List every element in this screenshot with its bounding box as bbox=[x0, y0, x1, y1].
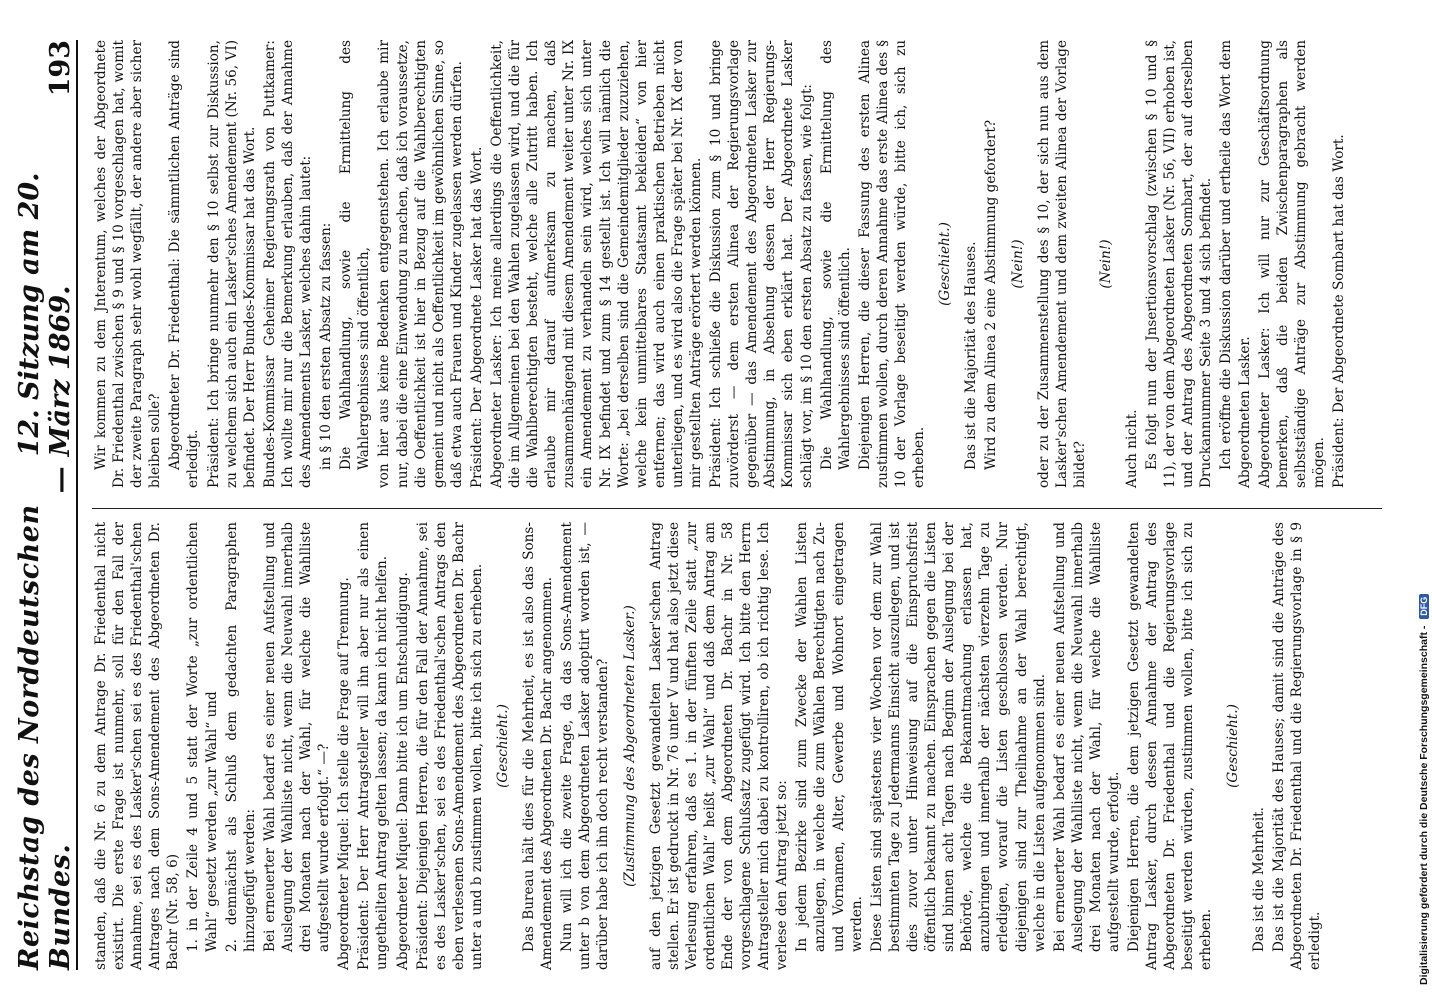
paragraph: 2. demnächst als Schluß dem gedachten Paragraphen hinzugefügt werden: bbox=[223, 522, 258, 952]
paragraph: Wird zu dem Alinea 2 eine Abstimmung gefordert? bbox=[983, 119, 1000, 470]
header-session: 12. Sitzung am 20. März 1869. bbox=[14, 172, 76, 457]
paragraph: Das ist die Majorität des Hauses. bbox=[963, 241, 980, 470]
paragraph: Wir kommen zu dem Jnterentum, welches der Abgeordnete Dr. Friedenthal zwischen § 9 und § 10 vorgeschlagen hat, womit der zweite Paragraph sehr wohl wegfällt, der andere aber sicher bleiben solle? bbox=[93, 40, 164, 488]
paragraph: Präsident: Ich schließe die Diskussion zum § 10 und bringe zuvörderst — dem ersten Alinea der Regierungsvorlage gegenüber — das Amendement des Abgeordneten Lasker zur Abstimmung, in Absehung dessen der Herr Regierungs-Kommissar sich eben erklärt hat. Der Abgeordnete Lasker schlägt vor, im § 10 den ersten Absatz zu fassen, wie folgt: bbox=[708, 40, 815, 488]
paragraph: Auch nicht. bbox=[1123, 409, 1140, 488]
paragraph: (Nein!) bbox=[1009, 239, 1026, 289]
column-divider bbox=[92, 508, 1382, 509]
digitization-credit bbox=[1418, 25, 1430, 985]
credit-text: Digitalisierung gefördert durch die Deutsche Forschungsgemeinschaft - bbox=[1418, 625, 1430, 985]
paragraph: Abgeordneter Miquel: Ich stelle die Frage auf Trennung. bbox=[336, 577, 353, 970]
paragraph: Diejenigen Herren, die dieser Fassung des ersten Alinea zustimmen wollen, durch deren Annahme das erste Alinea des § 10 der Vorlage beseitigt werden würde, bitte ich, sich zu erheben. bbox=[856, 40, 928, 488]
paragraph: Das ist die Majorität des Hauses; damit sind die Anträge des Abgeordneten Dr. Friedenthal und die Regierungsvorlage in § 9 erledigt. bbox=[1270, 522, 1323, 970]
paragraph: Bei erneuerter Wahl bedarf es einer neuen Aufstellung und Auslegung der Wahlliste nicht, wenn die Neuwahl innerhalb drei Monaten nach der Wahl, für welche die Wahlliste aufgestellt wurde, erfolgt. bbox=[1051, 522, 1122, 952]
page-content bbox=[2, 10, 1402, 1000]
paragraph: Die Wahlhandlung, sowie die Ermittelung des Wahlergebnisses sind öffentlich. bbox=[818, 40, 853, 470]
paragraph: (Geschieht.) bbox=[494, 704, 511, 788]
paragraph: Abgeordneter Lasker: Ich meine allerdings die Oeffentlichkeit, die im Allgemeinen bei den Wahlen zugelassen wird, und die für die Wahlberechtigten besteht, welche alle Zutritt haben. Ich erlaube mir darauf aufmerksam zu machen, daß zusammenhängend mit diesem Amendement weiter unter Nr. IX ein Amendement zu verhandeln sein wird, welches sich unter Nr. IX befindet und zum § 14 gestellt ist. Ich will nämlich die Worte: „bei derselben sind die Gemeindemitglieder zuzuziehen, welche kein unmittelbares Staatsamt bekleiden“ von hier entfernen; das wird auch einen praktischen Betrieben nicht unterliegen, und es wird also die Frage später bei Nr. IX der von mir gestellten Anträge erörtert werden können. bbox=[488, 40, 704, 488]
paragraph: Diejenigen Herren, die dem jetzigen Gesetzt gewandelten Antrag Lasker, durch dessen Annahme der Antrag des Abgeordneten Dr. Friedenthal und die Regierungsvorlage beseitigt werden würden, zustimmen wollen, bitte ich sich zu erheben. bbox=[1126, 522, 1215, 970]
paragraph: oder zu der Zusammenstellung des § 10, der sich nun aus dem Lasker'schen Amendement und dem zweiten Alinea der Vorlage bildet? bbox=[1035, 40, 1088, 488]
rotated-page bbox=[2, 10, 1402, 1000]
paragraph: (Geschieht.) bbox=[1224, 704, 1241, 788]
paragraph: Nun will ich die zweite Frage, da das Sons-Amendement unter b von dem Abgeordneten Lasker adoptirt worden ist, — darüber habe ich ihn doch recht verstanden? bbox=[559, 522, 612, 970]
paragraph: (Zustimmung des Abgeordneten Lasker.) bbox=[621, 605, 638, 887]
paragraph: Präsident: Der Abgeordnete Sombart hat das Wort. bbox=[1331, 134, 1347, 488]
paragraph: (Nein!) bbox=[1097, 239, 1114, 289]
paragraph: Präsident: Der Herr Antragsteller will ihn aber nur als einen ungetheilten Antrag gelten lassen; da kann ich nicht helfen. bbox=[356, 522, 391, 970]
paragraph: von hier aus keine Bedenken entgegenstehen. Ich erlaube mir nur, dabei die eine Einwendung zu machen, daß ich voraussetze, die Oeffentlichkeit ist hier in Bezug auf die Wahlberechtigten gemeint und nicht als Oeffentlichkeit im gewöhnlichen Sinne, so daß etwa auch Frauen und Kinder zugelassen werden dürfen. bbox=[376, 40, 465, 488]
paragraph: 1. in der Zeile 4 und 5 statt der Worte „zur ordentlichen Wahl“ gesetzt werden „zur Wahl“ und bbox=[185, 522, 220, 952]
paragraph: Bundes-Kommissar Geheimer Regierungsrath von Puttkamer: Ich wollte mir nur die Bemerkung erlauben, daß der Annahme des Amendements Lasker, welches dahin lautet: bbox=[261, 40, 315, 488]
paragraph: Es folgt nun der Jnsertionsvorschlag (zwischen § 10 und § 11), der von dem Abgeordneten Lasker (Nr. 56, VII) erhoben ist, und der Antrag des Abgeordneten Sombart, der auf derselben Druckannummer Seite 3 und 4 sich befindet. bbox=[1144, 40, 1215, 488]
paragraph: Das Bureau hält dies für die Mehrheit, es ist also das Sons-Amendement des Abgeordneten Dr. Bachr angenommen. bbox=[521, 522, 556, 970]
paragraph: Die Wahlhandlung, sowie die Ermittelung des Wahlergebnisses sind öffentlich, bbox=[338, 40, 373, 470]
paragraph: auf den jetzigen Gesetzt gewandelten Lasker'schen Antrag stellen. Er ist gedruckt in Nr. 76 unter V und hat also jetzt diese Verlesung erfahren, daß es 1. in der fünften Zeile statt „zur ordentlichen Wahl“ heißt „zur Wahl“ und daß dem Antrag am Ende der von dem Abgeordneten Dr. Bachr in Nr. 58 vorgeschlagene Schlußsatz zugefügt wird. Ich bitte den Herrn Antragsteller mich dabei zu kontrolliren, ob ich richtig lese. Ich verlese den Antrag jetzt so: bbox=[647, 522, 791, 970]
paragraph: Abgeordneter Dr. Friedenthal: Die sämmtlichen Anträge sind erledigt. bbox=[167, 40, 202, 488]
page-number: 193 bbox=[45, 40, 76, 97]
paragraph: Diese Listen sind spätestens vier Wochen vor dem zur Wahl bestimmten Tage zu Jedermanns Einsicht auszulegen, und ist dies zuvor unter Hinweisung auf die Einspruchsfrist öffentlich bekannt zu machen. Einsprachen gegen die Listen sind binnen acht Tagen nach Beginn der Auslegung bei der Behörde, welche die Bekanntmachung erlassen hat, anzubringen und innerhalb der nächsten vierzehn Tage zu erledigen, worauf die Listen geschlossen werden. Nur diejenigen sind zur Theilnahme an der Wahl berechtigt, welche in die Listen aufgenommen sind. bbox=[868, 522, 1048, 952]
paragraph: standen, daß die Nr. 6 zu dem Antrage Dr. Friedenthal nicht existirt. Die erste Frage ist nunmehr, soll für den Fall der Annahme, sei es des Lasker'schen sei es des Friedenthal'schen Antrages nach dem Sons-Amendement des Abgeordneten Dr. Bachr (Nr. 58, 6) bbox=[93, 522, 182, 970]
left-column bbox=[92, 522, 1326, 970]
dfg-logo: DFG bbox=[1419, 594, 1429, 619]
paragraph: Präsident: Der Abgeordnete Lasker hat das Wort. bbox=[468, 146, 485, 488]
paragraph: in § 10 den ersten Absatz zu fassen: bbox=[318, 222, 335, 470]
page-header bbox=[14, 40, 78, 970]
paragraph: Bei erneuerter Wahl bedarf es einer neuen Aufstellung und Auslegung der Wahlliste nicht, wenn die Neuwahl innerhalb drei Monaten nach der Wahl, für welche die Wahlliste aufgestellt wurde erfolgt.“ —? bbox=[261, 522, 333, 952]
right-column bbox=[92, 40, 1350, 488]
paragraph: Präsident: Ich bringe nunmehr den § 10 selbst zur Diskussion, zu welchem sich auch ein Lasker'sches Amendement (Nr. 56, VI) befindet. Der Herr Bundes-Kommissar hat das Wort. bbox=[205, 40, 258, 488]
paragraph: In jedem Bezirke sind zum Zwecke der Wahlen Listen anzulegen, in welche die zum Wählen Berechtigten nach Zu- und Vornamen, Alter, Gewerbe und Wohnort eingetragen werden. bbox=[794, 522, 865, 952]
header-title: Reichstag des Norddeutschen Bundes. bbox=[14, 504, 76, 970]
paragraph: Ich eröffne die Diskussion darüber und ertheile das Wort dem Abgeordneten Lasker. bbox=[1218, 40, 1253, 488]
paragraph: Das ist die Mehrheit. bbox=[1250, 807, 1267, 952]
header-separator: — bbox=[45, 466, 76, 494]
paragraph: Abgeordneter Miquel: Dann bitte ich um Entschuldigung. bbox=[394, 572, 411, 970]
paragraph: Abgeordneter Lasker: Ich will nur zur Geschäftsordnung bemerken, daß die beiden Zwischenparagraphen als selbstständige Anträge zur Abstimmung gebracht werden mögen. bbox=[1256, 40, 1327, 488]
paragraph: (Geschieht.) bbox=[937, 222, 954, 306]
paragraph: Präsident: Diejenigen Herren, die für den Fall der Annahme, sei es des Lasker'schen, sei es des Friedenthal'schen Antrags den eben verlesenen Sons-Amendement des Abgeordneten Dr. Bachr unter a und b zustimmen wollen, bitte ich sich zu erheben. bbox=[414, 522, 485, 970]
